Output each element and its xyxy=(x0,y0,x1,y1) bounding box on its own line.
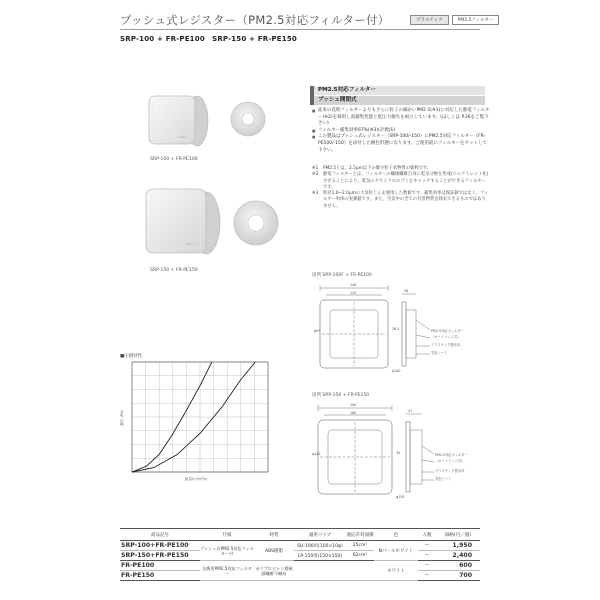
product-pipe: SU-100用(100×10φ) xyxy=(294,541,346,551)
dim-label: 26.5 xyxy=(392,327,400,331)
footnote: ※2 静電フィルターとは、フィルターの繊維繊維自身に電気分極を形成(エレクトレット化)させることにより、電気の力でミクロのゴミをキャッチすることができるフィルターです。 xyxy=(312,172,489,190)
technical-drawing-large xyxy=(312,400,482,500)
material-tag: プラスチック xyxy=(410,15,449,25)
feature-title-filter: PM2.5対応フィルター xyxy=(310,86,485,95)
dim-label: 160 xyxy=(350,411,357,415)
col-header: 商品記号 xyxy=(120,529,200,541)
product-qty: — xyxy=(418,571,436,581)
dim-label: 38 xyxy=(404,289,409,293)
feature-bullet: ■ フィルター捕集効率67%(※3)(計数法) xyxy=(312,128,490,135)
product-pipe xyxy=(294,561,346,581)
dim-label: 190 xyxy=(350,403,357,407)
header-divider xyxy=(120,29,480,30)
product-area: 25cm² xyxy=(346,541,374,551)
dim-label: φ140 xyxy=(312,452,321,456)
chart-title: ■圧損特性 xyxy=(120,354,143,359)
model-subtitle: SRP-100 + FR-PE100 SRP-150 + FR-PE150 xyxy=(120,35,297,43)
col-header: 適応有効面積 xyxy=(346,529,374,541)
dim-label: 120 xyxy=(350,291,357,295)
feature-bullet: ■ この製品はプッシュ式レジスター（SRP-100/-150）にPM2.5対応フィルター（FR-PE100/-150）を添付した梱包形態になります。ご使用前にフィルターをセットして下さい。 xyxy=(312,134,490,154)
table-row xyxy=(120,551,480,561)
technical-drawing-small xyxy=(312,280,482,380)
dim-label: φ100 xyxy=(392,369,401,373)
callout-label: プラスチック製本体 xyxy=(435,469,465,473)
feature-bullets xyxy=(312,108,490,154)
dim-label: 146 xyxy=(350,283,357,287)
product-pipe: LP-150用(150×150) xyxy=(294,551,346,561)
product-material: ポリプロピレン製極細繊維不織布 xyxy=(254,561,294,581)
photo-caption-small: SRP-100 + FR-PE100 xyxy=(150,157,198,162)
x-axis-label: 風量Q (m³/h) xyxy=(184,477,208,481)
brand-mark: UNIX xyxy=(179,136,186,139)
col-header: 適用パイプ xyxy=(294,529,346,541)
product-photo-small xyxy=(145,90,270,152)
product-area xyxy=(346,561,374,581)
dim-label: φ150 xyxy=(396,495,405,499)
callout-label: 気密シート xyxy=(431,351,448,355)
filter-tag: PM2.5フィルター xyxy=(452,15,500,25)
chart-grid xyxy=(132,362,268,472)
table-row xyxy=(120,561,480,571)
callout-label: プラスチック製本体 xyxy=(431,343,461,347)
product-area: 62cm² xyxy=(346,551,374,561)
table-row xyxy=(120,541,480,551)
product-photo-large xyxy=(142,185,282,263)
product-spec: 交換用PM2.5対応フィルター xyxy=(200,561,254,581)
tag-group xyxy=(410,15,499,25)
footnotes xyxy=(312,166,490,210)
product-spec: プッシュ式PM2.5対応フィルター付 xyxy=(200,541,254,561)
dim-label: 41 xyxy=(408,409,413,413)
y-axis-label: 静圧 (Pa) xyxy=(120,410,124,426)
product-qty: — xyxy=(418,551,436,561)
product-code: FR-PE100 xyxy=(120,561,200,571)
brand-mark: UNIX xyxy=(186,242,193,246)
pressure-loss-chart xyxy=(118,356,278,486)
col-header: 価格(円／個) xyxy=(436,529,480,541)
callout-label: （カートリッジ式） xyxy=(435,459,465,463)
drawing-label-large: 図例 SRP-150 + FR-PE150 xyxy=(312,393,370,398)
spec-table xyxy=(120,528,480,581)
product-material: ABS樹脂 xyxy=(254,541,294,561)
col-header: 材質 xyxy=(254,529,294,541)
col-header: 色 xyxy=(374,529,418,541)
feature-title-push: プッシュ開閉式 xyxy=(310,96,485,105)
photo-caption-large: SRP-150 + FR-PE150 xyxy=(150,268,198,273)
feature-accent-bar xyxy=(310,86,314,105)
product-qty: — xyxy=(418,541,436,551)
dim-label: 30 xyxy=(396,451,401,455)
drawing-label-small: 図例 SRP-100F + FR-PE100 xyxy=(312,273,372,278)
product-price: 1,950 xyxy=(436,541,480,551)
product-price: 2,400 xyxy=(436,551,480,561)
col-header: 仕様 xyxy=(200,529,254,541)
product-color: Nパールホワイト xyxy=(374,541,418,561)
table-header-row xyxy=(120,529,480,541)
footnote: ※1 PM2.5とは、2.5μm以下の微小粒子状物質の総称です。 xyxy=(312,166,432,171)
product-code: SRP-150+FR-PE150 xyxy=(120,551,200,561)
col-header: 入数 xyxy=(418,529,436,541)
page-title: プッシュ式レジスター（PM2.5対応フィルター付） xyxy=(120,13,390,27)
footnote: ※3 粒径1.0~2.0μmの大気粒じんを使用した数値です。捕集効率は保証値ではなく、フィルター単体の実測値です。また、空気中の全ての有害物質を除去できるものではありません。 xyxy=(312,191,489,209)
product-price: 700 xyxy=(436,571,480,581)
dim-label: φ93 xyxy=(314,329,321,333)
callout-label: PM2.5対応フィルター xyxy=(431,329,464,333)
feature-bullet: ■ 従来の花粉フィルターよりもさらに粒子の細かいPM2.5(※1)に対応した静電フィルター(※2)を採用し高捕集性能と低圧力損失を両立しています。(ほしくは P.36をご覧下さい) xyxy=(312,108,490,128)
product-code: SRP-100+FR-PE100 xyxy=(120,541,200,551)
product-code: FR-PE150 xyxy=(120,571,200,581)
callout-label: 気密シート xyxy=(435,477,452,481)
callout-label: （カートリッジ式） xyxy=(431,335,461,339)
product-qty: — xyxy=(418,561,436,571)
product-color: ホワイト xyxy=(374,561,418,581)
product-price: 600 xyxy=(436,561,480,571)
callout-label: PM2.5対応フィルター xyxy=(435,453,468,457)
